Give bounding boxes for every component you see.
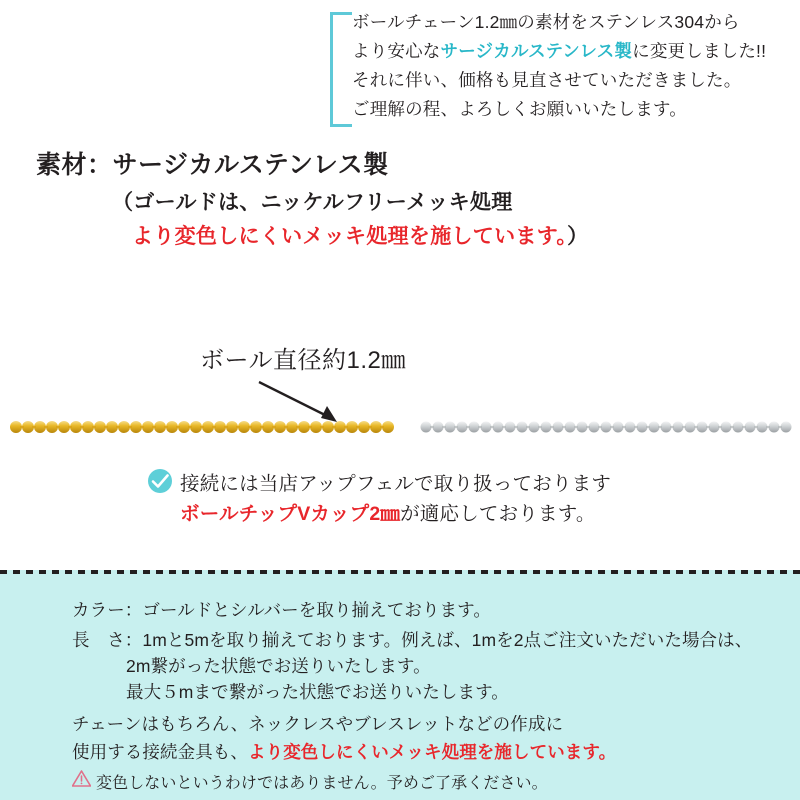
panel-color-line: カラー：ゴールドとシルバーを取り揃えております。 [72,600,491,620]
notice-line-1 [352,8,782,37]
panel-dotted-divider [0,570,800,574]
notice-bracket-vertical [330,12,333,127]
notice-line-1-text: ボールチェーン1.2㎜の素材をステンレス304から [352,12,740,32]
info-panel [0,570,800,800]
material-subtext-1: （ゴールドは、ニッケルフリーメッキ処理 [112,191,513,214]
material-heading: 素材：サージカルステンレス製 [36,151,389,179]
gold-ball-chain [10,418,395,436]
notice-line-3 [352,66,782,95]
panel-use-line-2 [72,738,616,766]
panel-use-line-1: チェーンはもちろん、ネックレスやブレスレットなどの作成に [72,714,564,734]
material-subtext-2 [132,220,588,250]
notice-line-2-prefix: より安心な [352,41,441,61]
ball-diameter-label: ボール直径約1.2㎜ [200,347,406,374]
compatibility-line-2-tail: が適応しております。 [400,503,596,525]
notice-bracket-top [330,12,352,15]
warning-triangle-icon [72,770,91,787]
notice-line-2-suffix: に変更しました!! [632,41,767,61]
notice-line-4 [352,95,782,124]
panel-use-line-2-prefix: 使用する接続金具も、 [72,742,248,762]
compatibility-highlight: ボールチップVカップ2㎜ [180,503,401,525]
material-subtext-2-tail: ） [567,225,589,248]
panel-length-line-3: 最大５mまで繋がった状態でお送りいたします。 [126,682,509,702]
notice-line-4-text: ご理解の程、よろしくお願いいたします。 [352,99,687,119]
notice-bracket-bottom [330,124,352,127]
notice-line-2 [352,37,782,66]
notice-line-3-text: それに伴い、価格も見直させていただきました。 [352,70,742,90]
compatibility-line-2 [180,498,596,526]
material-subtext-2-highlight: より変色しにくいメッキ処理を施しています。 [132,225,568,248]
panel-length-line-1: 長 さ：1mと5mを取り揃えております。例えば、1mを2点ご注文いただいた場合は、 [72,630,753,650]
panel-length-line-2: 2m繋がった状態でお送りいたします。 [126,656,431,676]
compatibility-line-1: 接続には当店アップフェルで取り扱っております [180,473,612,495]
silver-ball-chain [420,418,795,436]
notice-line-2-highlight: サージカルステンレス製 [440,41,633,61]
panel-use-line-2-highlight: より変色しにくいメッキ処理を施しています。 [248,742,617,762]
panel-warning-text: 変色しないというわけではありません。予めご了承ください。 [96,775,548,792]
check-circle-icon [147,468,173,494]
